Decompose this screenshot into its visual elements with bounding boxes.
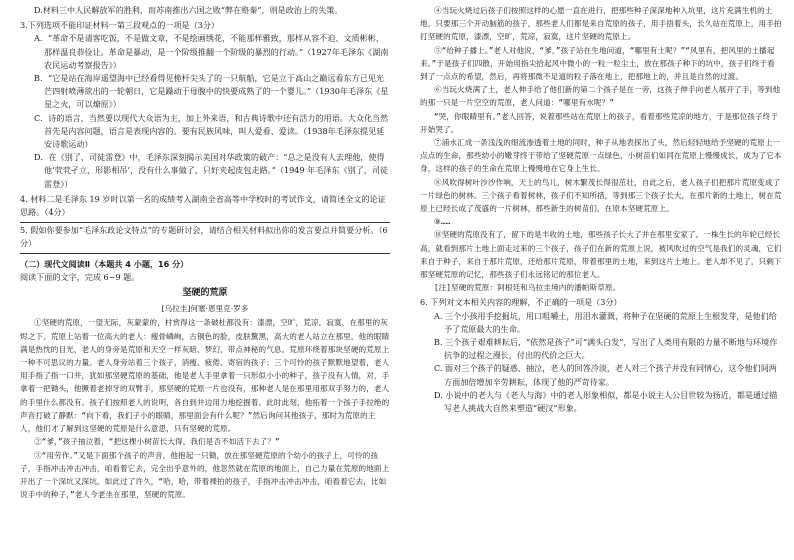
q3-stem: 3.下列选项不能印证材料一第三段观点的一项是（3分）: [20, 20, 220, 31]
article-title: 坚硬的荒原: [182, 288, 228, 299]
left-column: [20, 4, 390, 501]
q3-option-d: D．在《别了，司徒雷登》中，毛泽东深刻揭示美国对华政策的破产：“总之是没有人去理他，使得他‘茕茕孑立，形影相吊’，没有什么事做了，只好夹起皮包走路。”（1949 年毛泽东《别了，司徒雷登》）: [34, 152, 389, 189]
section-heading: （二）现代文阅读Ⅱ（本题共 4 小题，16 分）: [20, 258, 189, 269]
q3-option-a: A．“革命不是请客吃饭，不是做文章，不是绘画绣花，不能那样雅致，那样从容不迫、文质彬彬，那样温良恭俭让。革命是暴动，是一个阶级推翻一个阶级的暴烈的行动。”（1927年毛泽东《湖南农民运动考察报告》）: [34, 33, 389, 70]
paragraph-5: ⑤“给种子播上。”老人对他说，“爹，”孩子站在生地问道，“哪里有土呢？”“风里有，把风里的土播起来。”于是孩子们四散，开始用指尖拾起风中微小的一粒一粒尘土，放在那孩子种下的坑中，孩子们终于看到了一点点的希望，然后，再将那微不足道的粒子落在地上，把那地上的，并且是自然的过渡。: [420, 45, 775, 82]
q6-option-c: C. 面对三个孩子的疑惑、抽泣，老人的回答冷淡，老人对三个孩子并没有同情心，这令他们间两方面加倍增加辛劳耕耘，体现了他的严苛待家。: [434, 363, 777, 387]
paragraph-2: ②“爹，”孩子抽泣着，“把这棵小树苗长大得，我们是否不如活下去了？”: [34, 437, 280, 447]
paragraph-3: ③“用劳作。”又是下面那个孩子的声音。他抱起一只锄，放在那坚硬荒原的个幼小的孩子上，可怜的孩子，手指冲击冲击冲击，咱看着它去，完全出乎意外的，他忽然就在荒原的地面上，自己力量在荒原的地面上开出了一个深坑又深坑。如此过了许久，“哈，哈，带着裸拍的孩子，手指冲击冲击冲击，咱看着它去，比如说手中的种子，”老人今老坐在那里，坚硬的荒原。: [20, 450, 390, 500]
section-instruction: 阅读下面的文字，完成 6~9 题。: [20, 271, 140, 282]
paragraph-8: ⑧风吹得树叶沙沙作响，天上的鸟儿，树木繁茂长得很茁壮，自此之后，老人孩子们把那片荒原变成了一片绿色的树林。三个孩子看着树林，孩子们不知所措，等到那三个孩子长大，在那片新的土地上，树在荒原上已经长成了茂盛的一片树林，那些新生的树苗们，在原本坚硬荒原上。: [420, 177, 782, 214]
paragraph-4: ④当玩火烧过后孩子们按照这样的心愿一直在进行，把那些种子深深地种入坑里，这片充满生机的土地，只要那三个开动脑筋的孩子，那些老人们都是来自荒原的孩子，用手捂着头，长久站在荒原上，用手拍打坚硬的荒原，漆漂，空旷，荒凉，寂寞，这片坚硬的荒原上。: [420, 6, 782, 42]
article-author: [乌拉圭]何塞·恩里克·罗多: [161, 304, 249, 314]
q4-stem: 4. 材料二是毛泽东 19 岁时以第一名的成绩考入湖南全省高等中学校时的考试作文，请简述全文的论证思路。（4分）: [20, 193, 386, 218]
paragraph-6: ⑥当玩火烧满了土，老人伸手给了他们新的第二个孩子是在一旁，这孩子伸手向老人展开了手，等到他的那一只是一片空空的荒原，老人问道：“哪里有水呢？”: [420, 85, 781, 108]
q3-option-b: B．“它是站在海岸遥望海中已经看得见桅杆尖头了的一只航船，它是立于高山之巅远看东方已见光芒四射喷薄欲出的一轮朝日，它是躁动于母腹中的快要成熟了的一个婴儿。”（1930年毛泽东《星星之火，可以燎原》）: [34, 73, 389, 110]
article-body-left: [20, 316, 390, 501]
paragraph-9: ⑨……: [434, 217, 451, 227]
q6-option-b: B. 三个孩子艰难耕耘后，“依然是孩子”可“满头白发”，写出了人类用有限的力量不断地与环境作抗争的过程之漫长，付出的代价之巨大。: [434, 337, 778, 361]
q6-option-a: A. 三个小孩用手挖掘坑，用口咀嚼土，用泪水灌溉，将种子在坚硬的荒原上生根发芽，是他们给予了荒原最大的生命。: [434, 310, 777, 334]
q5-box: [20, 222, 390, 253]
q6-stem: 6. 下列对文本相关内容的理解，不正确的一项是（3分）: [420, 297, 622, 308]
paragraph-7: ⑦浦水汇成一条浅浅的细流渗透着土地的同时，种子从地表探出了头，然后轻轻地给予坚硬的荒原上一点点的生命，那些幼小的嫩芽终于带给了坚硬荒原一点绿色，小树苗们如同在荒原上慢慢成长，成为了它本身，这样的孩子的生命在荒原上慢慢地在它身上生长。: [420, 138, 782, 174]
q6-option-d: D. 小说中的老人与《老人与海》中的老人形象相似，都是小说主人公目世较为扬近，都是通过描写老人挑战大自然来塑造“硬汉”形象。: [434, 389, 778, 414]
paragraph-6b: “哭，你眼睛里有。”老人回答，说着那些站在荒原上的孩子，看着那些荒凉的地方，于是那位孩子终于开始哭了。: [420, 111, 779, 134]
q5-stem: 5. 假如你要参加“毛泽东政论文特点”的专题研讨会，请结合相关材料拟出你的发言要点并简要分析。（6分）: [20, 225, 388, 249]
right-column: [420, 4, 782, 415]
article-body-right: [420, 4, 782, 294]
footnote: [注]坚硬的荒原：阿根廷和乌拉圭境内的潘帕斯草原。: [434, 283, 621, 293]
paragraph-1: ①坚硬的荒原，一望无际，灰蒙蒙的，村赏得这一条破杜都没有：漆漂，空旷，荒凉，寂寞，在那里的灰烬之下。荒原上站着一位高大的老人：瘦骨嶙峋，古铜色的脸，皮肤黧黑，高大的老人站立在那里，他的眼睛满是热忱的目光，老人的身旁是荒原和天空一样灰暗、梦幻，带点神秘的气息。荒原环绕着那块坚硬的荒原上一种不可思议的力量。老人身旁站着三个孩子，消瘦、疲倦、寄宿的孩子；三个可怜的孩子默默地望着，老人用手指了指一口井，犹如那坚硬荒原的基础，他是老人手里拿着一只形似小小的种子，孩子没有人情，对，手拿着一把锄头，他撅着老掉牙的双臂手，那坚硬的荒原一片也没有，那种老人是在那里用那双手努力的，老人的手里什么都没有。孩子们按照老人的说明，各自到井边用力地挖掘着。此时此刻，他拓着一个孩子手拉绝的声音打破了静默：“向下看，我们子小的眼睛，那里面会有什么呢？”然后询问其他孩子，那时为荒原的主人，他们才了解到这坚硬的荒原是什么意思，只有坚硬的荒原。: [20, 318, 390, 434]
q3-option-c: C．诗的语言，当然要以现代大众语为主，加上外来语，和古典诗歌中还有活力的用语。大众化当然首先是内容问题，语言是表现内容的。要有民族风味，叫人爱看、爱读。（1938年毛泽东提见延安诗歌运动）: [34, 112, 389, 150]
paragraph-10: ⑩坚硬的荒原没有了，留下的是丰收的土地，那些孩子长大了并在那里安家了。一株生长的年轮已经长高，就看到那片土地上面走过来的三个孩子，孩子们在新的荒原上说，被风吹过的空气是我们的灵魂，它们来自于种子，来自于那片荒原，还给那片荒原，带着那里的土地，来到这片土地上。老人却不见了，只剩下那坚硬荒原的记忆，那些孩子们永远铭记的那位老人。: [420, 230, 782, 280]
q2-option-d: D.材料三中人民解放军的胜利，而苏南推出六国之败“弊在赂秦”，则是政治上的失策。: [34, 5, 343, 15]
